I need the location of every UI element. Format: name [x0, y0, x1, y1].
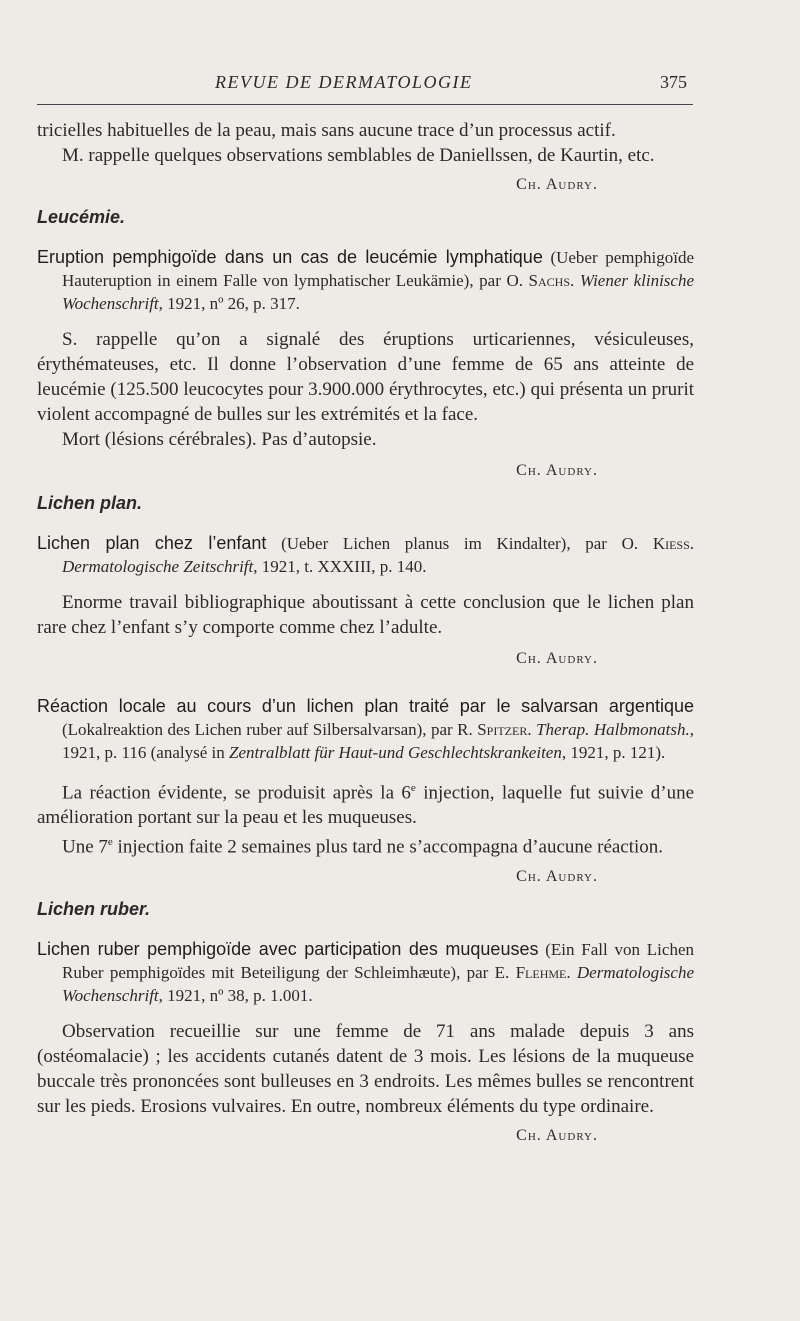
signature: Ch. Audry. [516, 1126, 598, 1144]
entry-original-title: (Ueber Lichen planus im Kindalter), par O. [266, 534, 653, 553]
paragraph: tricielles habituelles de la peau, mais sans aucune trace d’un processus actif. [37, 120, 616, 141]
superscript: e [410, 782, 416, 794]
signature: Ch. Audry. [516, 650, 598, 667]
entry-citation: , 1921, p. 116 (analysé in [62, 720, 695, 762]
entry-original-title: (Ein Fall von Lichen Ruber pemphigoïdes mit Beteiligung der Schleimhæute), par E. [62, 939, 694, 982]
paragraph-text: Une 7 [62, 836, 108, 858]
entry-original-title: (Lokalreaktion des Lichen ruber auf Silbersalvarsan), par R. [62, 720, 478, 739]
paragraph: S. rappelle qu’on a signalé des éruptions urticariennes, vésiculeuses, érythémateuses, etc. Il donne l’observation d’une femme de 65 ans atteinte de leucémie (125.500 leucocytes pour 3.900.000 érythrocytes, etc.) qui présenta un prurit violent accompagné de bulles sur les extrémités et la face. [37, 329, 694, 425]
paragraph-text: injection faite 2 semaines plus tard ne s’accompagna d’aucune réaction. [112, 836, 664, 858]
page-number: 375 [660, 72, 687, 92]
entry-title: Réaction locale au cours d’un lichen plan traité par le salvarsan argentique [37, 696, 694, 716]
paragraph-text: injection, laquelle fut suivie d’une amélioration portant sur la peau et les muqueuses. [37, 782, 695, 829]
paragraph [37, 776, 694, 830]
entry-title: Eruption pemphigoïde dans un cas de leucémie lymphatique [37, 247, 543, 267]
entry-author: Kiess [652, 534, 690, 553]
entry-journal: Therap. Halbmonatsh. [536, 720, 690, 739]
entry-author: Sachs [528, 271, 571, 290]
entry-journal: Wiener klinische Wochenschrift [62, 271, 694, 313]
article-body [37, 118, 694, 1148]
signature: Ch. Audry. [516, 462, 598, 479]
entry-citation-secondary: , 1921, p. 121). [561, 743, 666, 762]
entry-journal: Dermatologische Zeitschrift [62, 557, 254, 576]
paragraph: Mort (lésions cérébrales). Pas d’autopsie. [62, 429, 377, 450]
entry-citation: , 1921, t. XXXIII, p. 140. [253, 557, 427, 576]
paragraph: M. rappelle quelques observations semblables de Daniellssen, de Kaurtin, etc. [62, 145, 655, 166]
paragraph: Enorme travail bibliographique aboutissant à cette conclusion que le lichen plan rare chez l’enfant s’y comporte comme chez l’adulte. [37, 592, 694, 638]
entry-journal: Dermatologische Wochenschrift [62, 962, 694, 1005]
review-entry [37, 695, 694, 764]
paragraph [37, 830, 694, 859]
entry-original-title: (Ueber pemphigoïde Hauteruption in einem Falle von lymphatischer Leukämie), par O. [62, 248, 694, 290]
section-heading-lichen-ruber: Lichen ruber. [37, 898, 151, 919]
section-heading-lichen-plan: Lichen plan. [37, 493, 143, 513]
entry-citation: , 1921, nº 38, p. 1.001. [158, 985, 313, 1005]
entry-author: Spitzer [477, 720, 528, 739]
signature: Ch. Audry. [516, 867, 598, 885]
header-rule [37, 104, 693, 105]
running-title: REVUE DE DERMATOLOGIE [215, 72, 473, 92]
section-heading-leucemie: Leucémie. [37, 207, 126, 227]
entry-author: Flehme [515, 962, 567, 982]
entry-sep: . [689, 534, 695, 553]
entry-sep: . [527, 720, 537, 739]
review-entry [37, 938, 694, 1007]
entry-sep: . [570, 271, 580, 290]
review-entry [37, 246, 694, 315]
entry-citation: , 1921, nº 26, p. 317. [158, 294, 300, 313]
entry-journal-secondary: Zentralblatt für Haut-und Geschlechtskrankeiten [228, 743, 562, 762]
entry-title: Lichen plan chez l’enfant [37, 533, 267, 553]
entry-sep: . [566, 962, 577, 982]
signature: Ch. Audry. [516, 176, 598, 193]
paragraph-text: La réaction évidente, se produisit après la 6 [62, 782, 411, 804]
review-entry [37, 532, 694, 578]
entry-title: Lichen ruber pemphigoïde avec participation des muqueuses [37, 938, 539, 959]
paragraph: Observation recueillie sur une femme de 71 ans malade depuis 3 ans (ostéomalacie) ; les accidents cutanés datent de 3 mois. Les lésions de la muqueuse buccale très prononcées sont bulleuses en 3 endroits. Les mêmes bulles se rencontrent sur les pieds. Erosions vulvaires. En outre, nombreux éléments du type ordinaire. [37, 1020, 694, 1117]
running-header [0, 68, 800, 98]
superscript: e [107, 836, 113, 849]
